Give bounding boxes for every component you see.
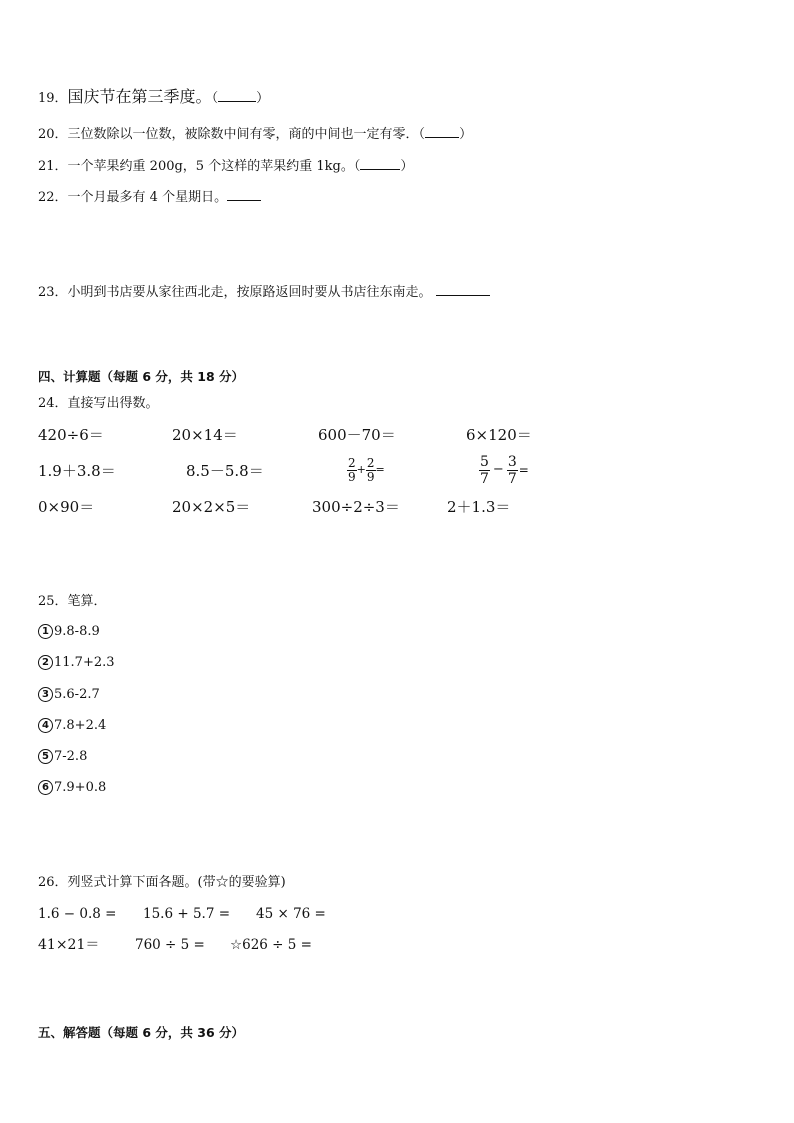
answer-blank[interactable] xyxy=(227,187,261,201)
question-text: 23．小明到书店要从家往西北走，按原路返回时要从书店往东南走。 xyxy=(38,285,432,300)
question-24-title: 24．直接写出得数。 xyxy=(38,396,159,411)
circled-number: 5 xyxy=(38,749,53,764)
calc-item: 600－70＝ xyxy=(318,426,396,444)
written-calc-item: 5 7-2.8 xyxy=(38,748,87,766)
calc-item: 2＋1.3＝ xyxy=(447,498,511,516)
question-19: 19．国庆节在第三季度。（ ） xyxy=(38,87,270,106)
circled-number: 6 xyxy=(38,780,53,795)
fraction-expression: $\frac{2}{9}$ + $\frac{2}{9}$ = xyxy=(348,455,385,484)
question-text: 21．一个苹果约重 200g，5 个这样的苹果约重 1kg。 xyxy=(38,159,354,174)
written-calc-item: 3 5.6-2.7 xyxy=(38,686,100,704)
question-23 xyxy=(38,282,490,302)
question-number: 19． xyxy=(38,91,68,106)
answer-blank[interactable] xyxy=(436,282,490,296)
calc-item: 8.5－5.8＝ xyxy=(186,462,264,480)
calc-item: 20×2×5＝ xyxy=(172,498,251,516)
fraction-expression: $\frac{5}{7}$ − $\frac{3}{7}$ = xyxy=(480,453,529,487)
calc-item: 20×14＝ xyxy=(172,426,238,444)
calc-item: 420÷6＝ xyxy=(38,426,104,444)
vertical-calc-item: 41×21＝ xyxy=(38,937,100,953)
written-calc-item: 2 11.7+2.3 xyxy=(38,654,115,672)
section-4-title: 四、计算题（每题 6 分，共 18 分） xyxy=(38,369,245,384)
question-20: 20．三位数除以一位数，被除数中间有零，商的中间也一定有零．（ ） xyxy=(38,124,472,144)
calc-item: 0×90＝ xyxy=(38,498,95,516)
question-22 xyxy=(38,187,261,207)
calc-item: 300÷2÷3＝ xyxy=(312,498,400,516)
circled-number: 3 xyxy=(38,687,53,702)
vertical-calc-item: 15.6 + 5.7 = xyxy=(143,906,231,922)
fraction: $\frac{2}{9}$ xyxy=(366,455,375,484)
fraction: $\frac{2}{9}$ xyxy=(348,455,356,484)
circled-number: 2 xyxy=(38,655,53,670)
fraction: $\frac{3}{7}$ xyxy=(507,453,517,487)
question-text: 22．一个月最多有 4 个星期日。 xyxy=(38,190,228,205)
question-text: 国庆节在第三季度。 xyxy=(67,87,212,106)
vertical-calc-item: 1.6 − 0.8 = xyxy=(38,906,117,922)
circled-number: 4 xyxy=(38,718,53,733)
answer-blank[interactable] xyxy=(360,156,400,170)
fraction: $\frac{5}{7}$ xyxy=(480,453,489,487)
calc-item: 6×120＝ xyxy=(466,426,532,444)
vertical-calc-item: 760 ÷ 5 = xyxy=(135,937,205,953)
circled-number: 1 xyxy=(38,624,53,639)
written-calc-item: 4 7.8+2.4 xyxy=(38,717,106,735)
vertical-calc-item: 45 × 76 = xyxy=(256,906,326,922)
question-21: 21．一个苹果约重 200g，5 个这样的苹果约重 1kg。（ ） xyxy=(38,156,413,176)
calc-item: 1.9＋3.8＝ xyxy=(38,462,116,480)
question-26-title: 26．列竖式计算下面各题。(带☆的要验算) xyxy=(38,875,286,890)
question-text: 20．三位数除以一位数，被除数中间有零，商的中间也一定有零． xyxy=(38,127,419,142)
question-25-title: 25．笔算． xyxy=(38,594,107,609)
vertical-calc-item: ☆626 ÷ 5 = xyxy=(230,937,312,953)
written-calc-item: 1 9.8-8.9 xyxy=(38,623,100,641)
answer-blank[interactable] xyxy=(218,88,256,102)
written-calc-item: 6 7.9+0.8 xyxy=(38,779,106,797)
section-5-title: 五、解答题（每题 6 分，共 36 分） xyxy=(38,1025,245,1040)
answer-blank[interactable] xyxy=(425,124,459,138)
